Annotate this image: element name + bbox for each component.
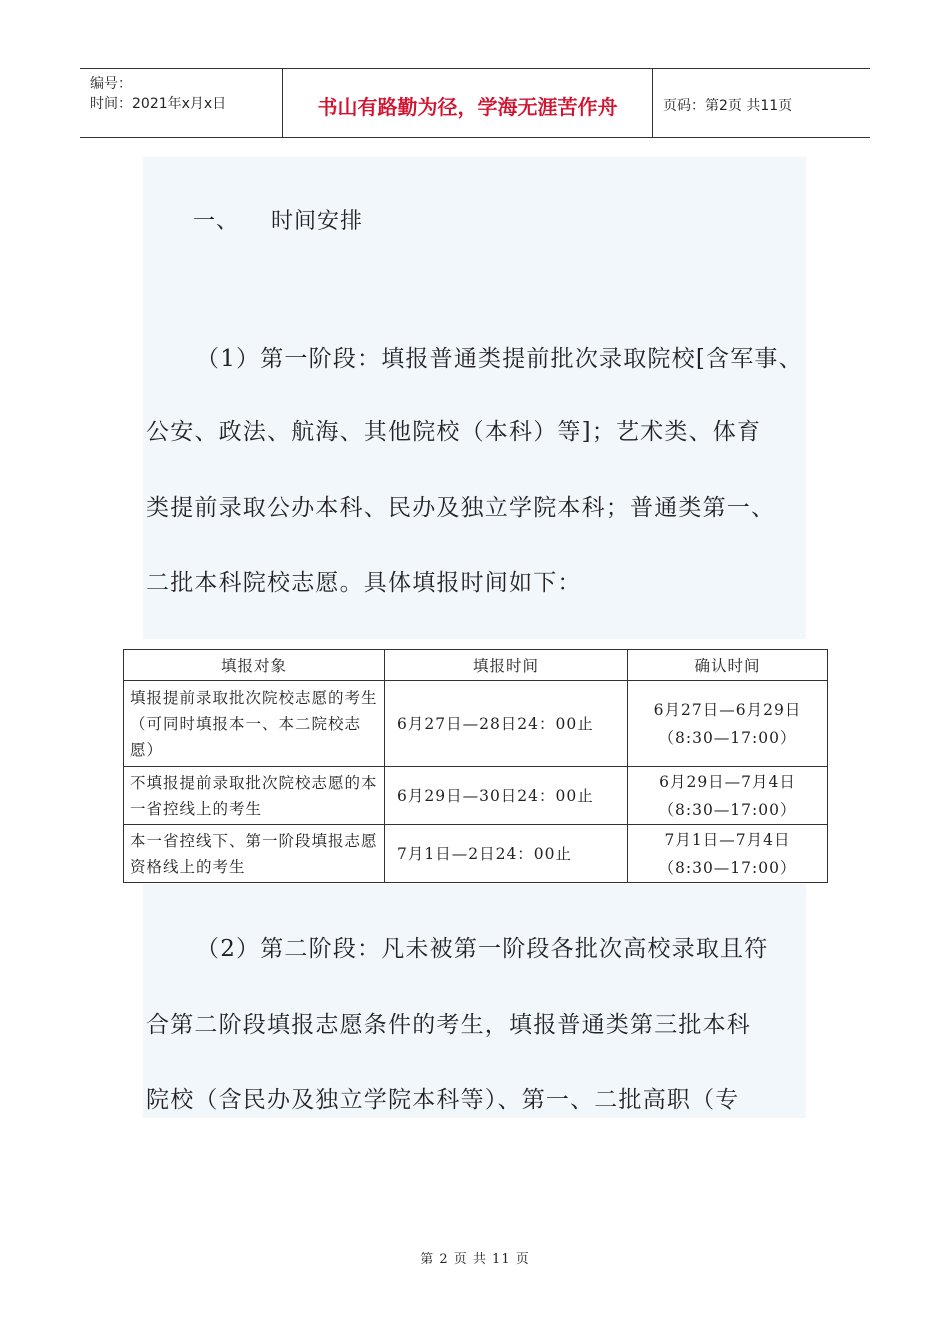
header-motto-cell	[283, 69, 653, 137]
confirm-hours: （8:30—17:00）	[658, 858, 797, 877]
document-time-label: 时间：2021年x月x日	[90, 96, 227, 112]
phase2-line-1: （2）第二阶段：凡未被第一阶段各批次高校录取且符	[196, 936, 769, 962]
header-info-cell	[80, 69, 283, 137]
header-page-cell	[653, 69, 870, 137]
document-number-label: 编号：	[90, 76, 132, 92]
phase2-line-2: 合第二阶段填报志愿条件的考生，填报普通类第三批本科	[146, 1012, 751, 1038]
row-confirm-time	[628, 825, 828, 883]
row-target: 本一省控线下、第一阶段填报志愿资格线上的考生	[124, 825, 385, 883]
table-row	[124, 825, 828, 883]
phase1-line-2: 公安、政法、航海、其他院校（本科）等]；艺术类、体育	[146, 419, 762, 445]
section-title: 时间安排	[271, 209, 364, 234]
table-row	[124, 767, 828, 825]
page-number-label: 页码：第2页 共11页	[663, 98, 793, 114]
schedule-table	[123, 649, 828, 883]
phase1-line-1: （1）第一阶段：填报普通类提前批次录取院校[含军事、	[196, 346, 803, 372]
row-fill-time: 6月29日—30日24：00止	[385, 767, 628, 825]
page-header	[80, 68, 870, 138]
col-header-fill-time: 填报时间	[385, 650, 628, 681]
confirm-hours: （8:30—17:00）	[658, 728, 797, 747]
table-row	[124, 681, 828, 767]
row-target: 填报提前录取批次院校志愿的考生（可同时填报本一、本二院校志愿）	[124, 681, 385, 767]
motto-text: 书山有路勤为径，学海无涯苦作舟	[317, 95, 618, 119]
section-number: 一、	[193, 209, 240, 234]
phase1-line-4: 二批本科院校志愿。具体填报时间如下：	[146, 570, 582, 596]
page-footer: 第 2 页 共 11 页	[420, 1252, 530, 1267]
confirm-hours: （8:30—17:00）	[658, 800, 797, 819]
table-header-row	[124, 650, 828, 681]
row-fill-time: 7月1日—2日24：00止	[385, 825, 628, 883]
phase1-line-3: 类提前录取公办本科、民办及独立学院本科；普通类第一、	[146, 495, 776, 521]
col-header-target: 填报对象	[124, 650, 385, 681]
phase2-line-3: 院校（含民办及独立学院本科等）、第一、二批高职（专	[146, 1087, 740, 1113]
col-header-confirm-time: 确认时间	[628, 650, 828, 681]
confirm-date: 6月27日—6月29日	[653, 700, 802, 719]
row-fill-time: 6月27日—28日24：00止	[385, 681, 628, 767]
confirm-date: 6月29日—7月4日	[659, 772, 796, 791]
row-target: 不填报提前录取批次院校志愿的本一省控线上的考生	[124, 767, 385, 825]
row-confirm-time	[628, 767, 828, 825]
confirm-date: 7月1日—7月4日	[664, 830, 791, 849]
section-heading	[193, 204, 363, 235]
row-confirm-time	[628, 681, 828, 767]
